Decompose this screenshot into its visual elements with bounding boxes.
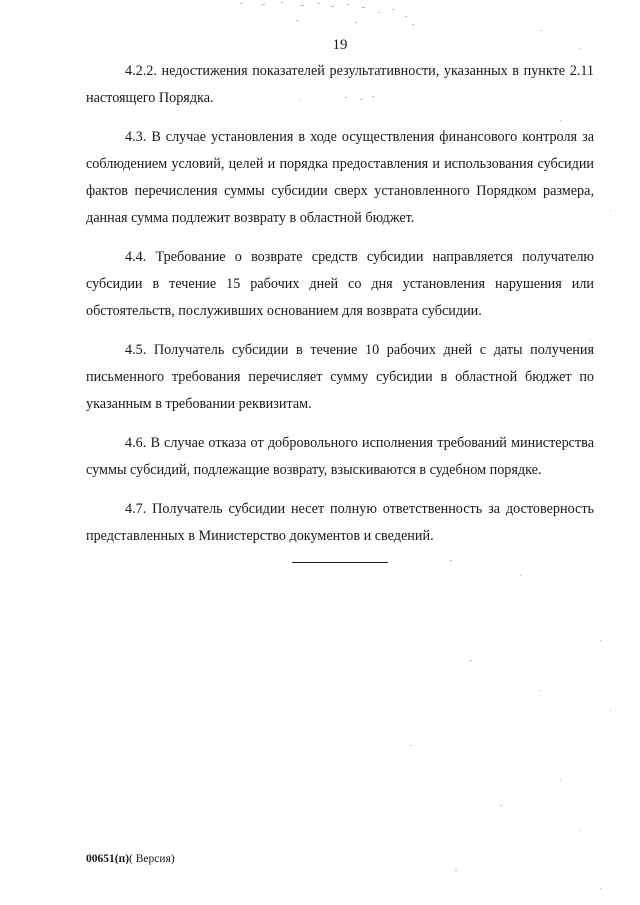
document-body: [86, 58, 594, 562]
page-number: 19: [332, 37, 348, 53]
paragraph-4-5: 4.5. Получатель субсидии в течение 10 рабочих дней с даты получения письменного требования перечисляет сумму субсидии в областной бюджет по указанным в требовании реквизитам.: [86, 342, 594, 412]
paragraph-4-7: 4.7. Получатель субсидии несет полную ответственность за достоверность представленных в Министерство документов и сведений.: [86, 501, 594, 544]
version-label: ( Версия): [129, 853, 175, 865]
paragraph-4-6: 4.6. В случае отказа от добровольного исполнения требований министерства суммы субсидий, подлежащие возврату, взыскиваются в судебном порядке.: [86, 435, 594, 478]
paragraph-4-2-2: 4.2.2. недостижения показателей результативности, указанных в пункте 2.11 настоящего Порядка.: [86, 63, 594, 106]
footer-document-code: [86, 852, 175, 866]
paragraph-4-4: 4.4. Требование о возврате средств субсидии направляется получателю субсидии в течение 15 рабочих дней со дня установления нарушения или обстоятельств, послуживших основанием для возврата субсидии.: [86, 249, 594, 319]
document-code: 00651(п): [86, 853, 130, 865]
paragraph-4-3: 4.3. В случае установления в ходе осуществления финансового контроля за соблюдением условий, целей и порядка предоставления и использования субсидии фактов перечисления суммы субсидии сверх установленного Порядком размера, данная сумма подлежит возврату в областной бюджет.: [86, 129, 594, 226]
closing-divider-line: [292, 562, 388, 563]
